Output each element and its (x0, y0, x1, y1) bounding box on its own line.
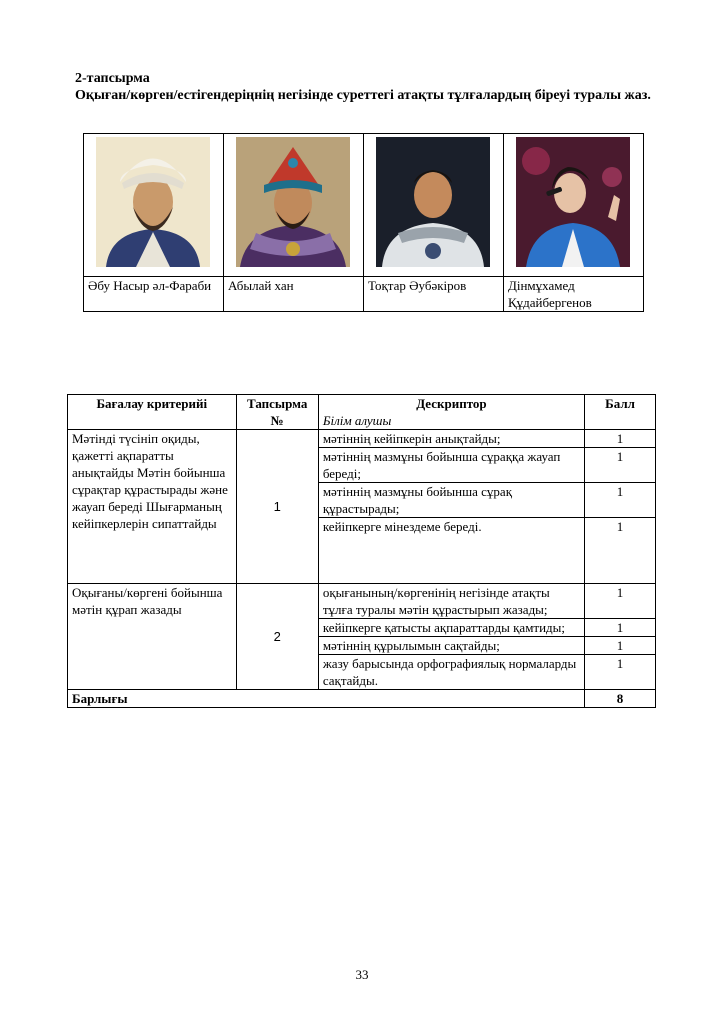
portrait-name-farabi: Әбу Насыр әл-Фараби (84, 277, 224, 312)
portrait-name-kudaibergenov: Дінмұхамед Құдайбергенов (504, 277, 644, 312)
descriptor-cell: жазу барысында орфографиялық нормаларды сақтайды. (318, 655, 584, 690)
table-row (68, 430, 656, 448)
score-cell: 1 (585, 637, 656, 655)
header-task: Тапсырма № (236, 395, 318, 430)
total-row (68, 690, 656, 708)
score-cell: 1 (585, 483, 656, 518)
portrait-cell-farabi (84, 134, 224, 277)
assessment-table (67, 394, 656, 708)
criteria-cell-2: Оқығаны/көргені бойынша мәтін құрап жазады (68, 584, 237, 690)
score-cell: 1 (585, 584, 656, 619)
portrait-cell-aubakirov (364, 134, 504, 277)
portrait-image-abylai (236, 137, 350, 267)
descriptor-cell: мәтіннің мазмұны бойынша сұраққа жауап береді; (318, 448, 584, 483)
assessment-header-row (68, 395, 656, 430)
score-cell: 1 (585, 619, 656, 637)
descriptor-cell: мәтіннің кейіпкерін анықтайды; (318, 430, 584, 448)
task-title: 2-тапсырма (75, 71, 150, 86)
score-cell: 1 (585, 518, 656, 584)
page-number: 33 (355, 967, 369, 982)
portrait-name-abylai: Абылай хан (224, 277, 364, 312)
portrait-image-kudaibergenov (516, 137, 630, 267)
task-number-2: 2 (236, 584, 318, 690)
portrait-cell-kudaibergenov (504, 134, 644, 277)
score-cell: 1 (585, 430, 656, 448)
portrait-cell-abylai (224, 134, 364, 277)
descriptor-cell: оқығанының/көргенінің негізінде атақты тұлға туралы мәтін құрастырып жазады; (318, 584, 584, 619)
task-number-1: 1 (236, 430, 318, 584)
total-score: 8 (585, 690, 656, 708)
header-criteria: Бағалау критерийі (68, 395, 237, 430)
descriptor-cell: мәтіннің құрылымын сақтайды; (318, 637, 584, 655)
descriptor-cell: кейіпкерге мінездеме береді. (318, 518, 584, 584)
portrait-image-farabi (96, 137, 210, 267)
score-cell: 1 (585, 448, 656, 483)
header-score: Балл (585, 395, 656, 430)
header-descriptor (318, 395, 584, 430)
portraits-table (83, 133, 644, 312)
portrait-name-aubakirov: Тоқтар Әубәкіров (364, 277, 504, 312)
table-row (68, 584, 656, 619)
score-cell: 1 (585, 655, 656, 690)
criteria-cell-1: Мәтінді түсініп оқиды, қажетті ақпаратты анықтайды Мәтін бойынша сұрақтар құрастырады және жауап береді Шығарманың кейіпкерлерін сипаттайды (68, 430, 237, 584)
header-descriptor-sub: Білім алушы (322, 413, 392, 428)
descriptor-cell: кейіпкерге қатысты ақпараттарды қамтиды; (318, 619, 584, 637)
descriptor-cell: мәтіннің мазмұны бойынша сұрақ құрастырады; (318, 483, 584, 518)
header-descriptor-label: Дескриптор (416, 396, 487, 411)
task-heading (75, 70, 675, 104)
portrait-image-aubakirov (376, 137, 490, 267)
task-instruction: Оқыған/көрген/естігендеріңнің негізінде суреттегі атақты тұлғалардың біреуі туралы жаз. (75, 88, 651, 103)
total-label: Барлығы (68, 690, 585, 708)
